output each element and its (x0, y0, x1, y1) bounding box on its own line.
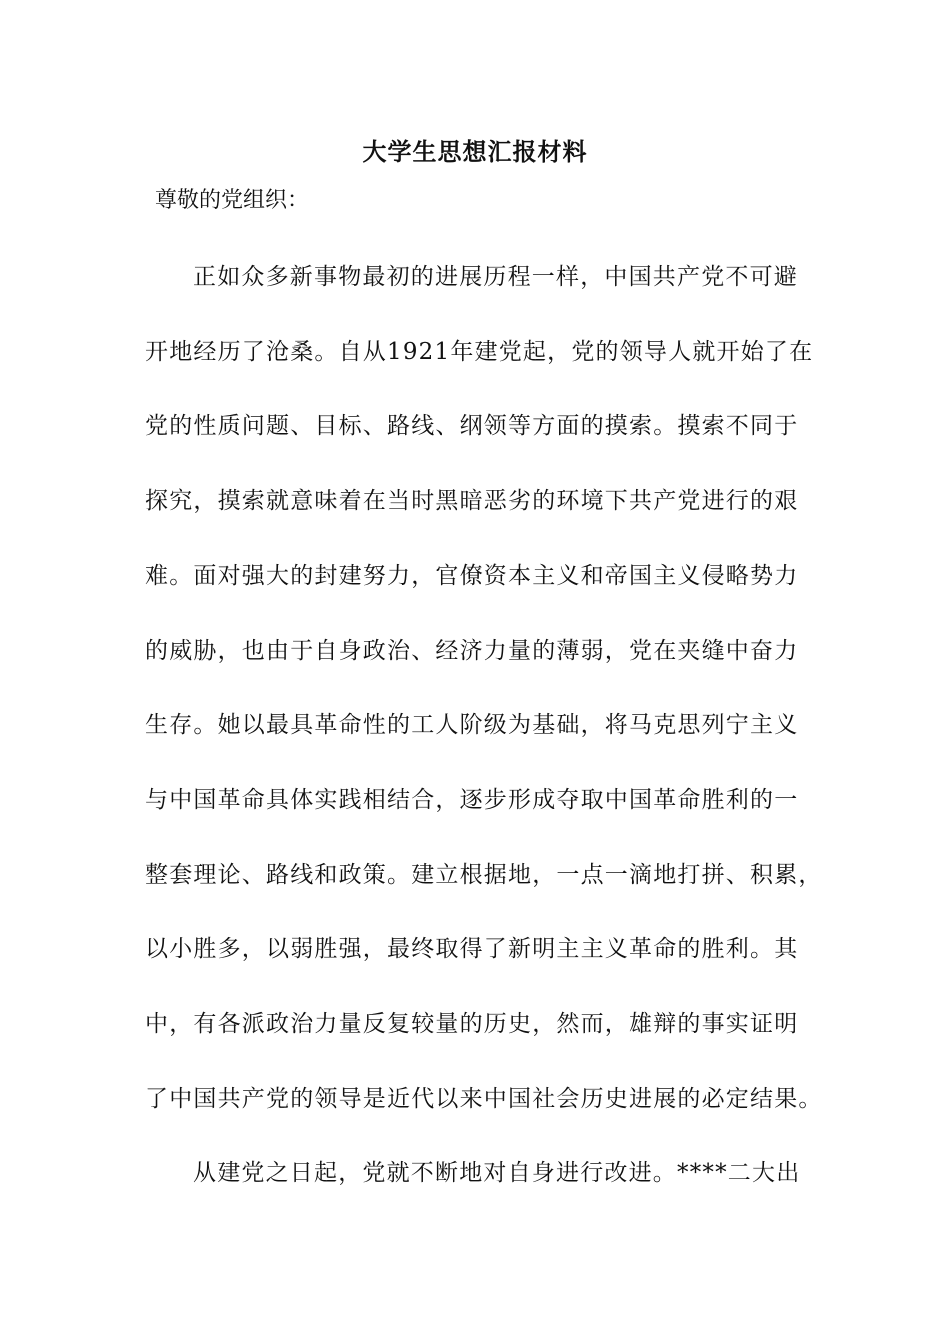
paragraph-1-line-9: 整套理论、路线和政策。建立根据地，一点一滴地打拼、积累， (145, 862, 823, 888)
paragraph-1-line-8: 与中国革命具体实践相结合，逐步形成夺取中国革命胜利的一 (145, 787, 799, 813)
paragraph-1-line-11: 中，有各派政治力量反复较量的历史，然而，雄辩的事实证明 (145, 1011, 799, 1037)
document-title: 大学生思想汇报材料 (362, 137, 588, 166)
paragraph-1-line-6: 的威胁，也由于自身政治、经济力量的薄弱，党在夹缝中奋力 (145, 638, 799, 664)
salutation: 尊敬的党组织： (155, 188, 310, 213)
paragraph-1-line-5: 难。面对强大的封建努力，官僚资本主义和帝国主义侵略势力 (145, 563, 799, 589)
paragraph-1-line-7: 生存。她以最具革命性的工人阶级为基础，将马克思列宁主义 (145, 712, 799, 738)
paragraph-1-line-1: 正如众多新事物最初的进展历程一样，中国共产党不可避 (193, 264, 798, 290)
paragraph-1-line-2: 开地经历了沧桑。自从1921年建党起，党的领导人就开始了在 (145, 339, 814, 365)
paragraph-1-line-12: 了中国共产党的领导是近代以来中国社会历史进展的必定结果。 (145, 1086, 823, 1112)
paragraph-1-line-10: 以小胜多，以弱胜强，最终取得了新明主主义革命的胜利。其 (145, 936, 799, 962)
paragraph-1-line-4: 探究，摸索就意味着在当时黑暗恶劣的环境下共产党进行的艰 (145, 488, 799, 514)
paragraph-1-line-3: 党的性质问题、目标、路线、纲领等方面的摸索。摸索不同于 (145, 413, 799, 439)
paragraph-2-line-1: 从建党之日起，党就不断地对自身进行改进。****二大出 (193, 1160, 801, 1186)
